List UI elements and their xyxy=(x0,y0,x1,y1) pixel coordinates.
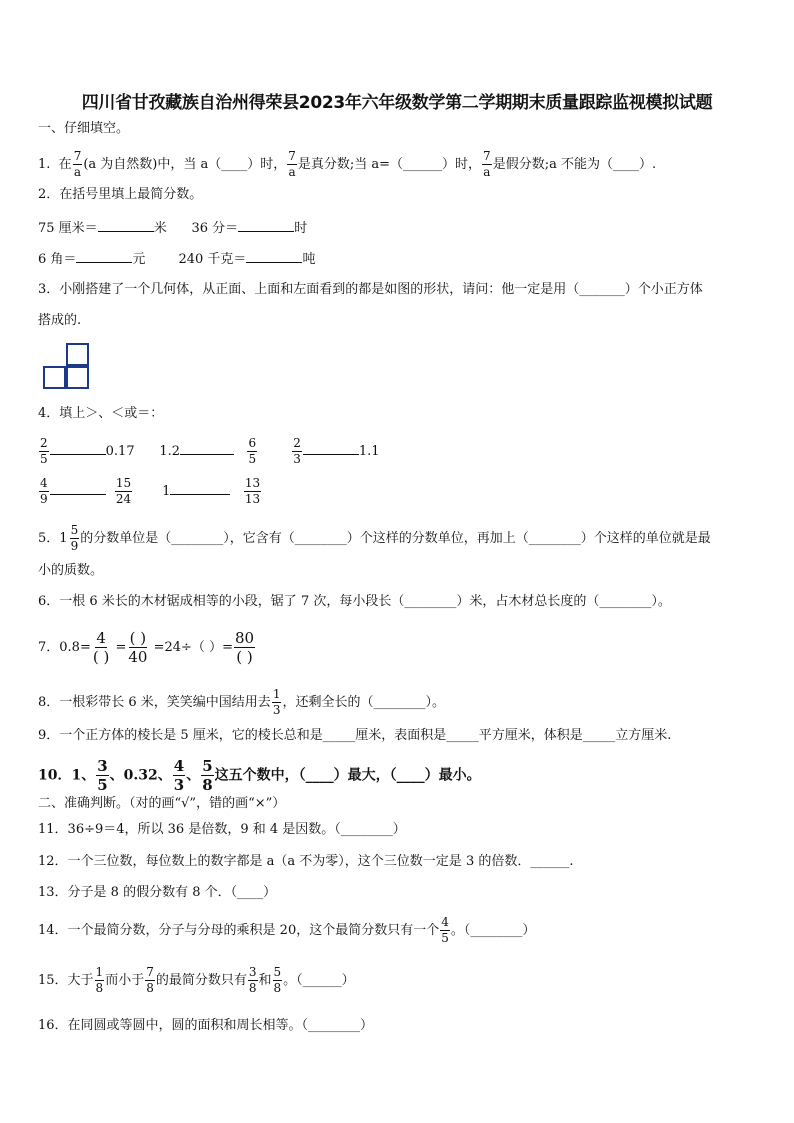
question-14: 14．一个最简分数，分子与分母的乘积是 20，这个最简分数只有一个 $\frac{4}{5}$ 。（________） xyxy=(38,915,536,945)
cube-view-figure xyxy=(43,341,93,391)
question-5-cont: 小的质数。 xyxy=(38,563,104,578)
question-11: 11．36÷9＝4，所以 36 是倍数，9 和 4 是因数。（________） xyxy=(38,822,406,837)
figure-square xyxy=(66,343,89,366)
question-4-row-1: $\frac{2}{5}$ 0.17 1.2 $\frac{6}{5}$ $\frac{2}{3}$ 1.1 xyxy=(40,436,380,466)
section-heading-fill: 一、仔细填空。 xyxy=(38,121,130,136)
question-5: 5． 1 $\frac{5}{9}$ 的分数单位是（________），它含有（________）个这样的分数单位，再加上（________）个这样的单位就是最 xyxy=(38,523,711,553)
question-13: 13．分子是 8 的假分数有 8 个．（____） xyxy=(38,885,277,900)
figure-square xyxy=(66,366,89,389)
question-4-row-2: $\frac{4}{9}$ $\frac{15}{24}$ 1 $\frac{13}{13}$ xyxy=(40,476,261,506)
question-2-row-1: 75 厘米＝ 米 36 分＝ 时 xyxy=(38,221,308,236)
question-7: 7．0.8= $\frac{4}{( )}$ = $\frac{( )}{40}$ =24÷（ ）= $\frac{80}{( )}$ xyxy=(38,629,255,666)
question-8: 8．一根彩带长 6 米，笑笑编中国结用去 $\frac{1}{3}$ ，还剩全长的（________）。 xyxy=(38,687,445,717)
question-1: 1. 在 $\frac{7}{a}$ (a 为自然数)中，当 a（____）时， $\frac{7}{a}$ 是真分数;当 a=（______）时， $\frac{7}{a}$ 是假分数;a 不能为（____）. xyxy=(38,149,657,179)
question-9: 9．一个正方体的棱长是 5 厘米，它的棱长总和是_____厘米，表面积是_____平方厘米，体积是_____立方厘米. xyxy=(38,728,672,743)
question-4: 4．填上＞、＜或＝： xyxy=(38,406,164,421)
question-3-cont: 搭成的. xyxy=(38,313,82,328)
page-title: 四川省甘孜藏族自治州得荣县2023年六年级数学第二学期期末质量跟踪监视模拟试题 xyxy=(81,93,713,113)
section-heading-judge: 二、准确判断。（对的画“√”，错的画“×”） xyxy=(38,796,286,811)
question-3: 3．小刚搭建了一个几何体，从正面、上面和左面看到的都是如图的形状，请问：他一定是用（_______）个小正方体 xyxy=(38,282,703,297)
question-12: 12．一个三位数，每位数上的数字都是 a（a 不为零），这个三位数一定是 3 的倍数．______. xyxy=(38,854,574,869)
question-2-row-2: 6 角＝ 元 240 千克＝ 吨 xyxy=(38,252,316,267)
question-16: 16．在同圆或等圆中，圆的面积和周长相等。（________） xyxy=(38,1018,374,1033)
question-10: 10．1、 $\frac{3}{5}$ 、0.32、 $\frac{4}{3}$ 、 $\frac{5}{8}$ 这五个数中，（____）最大，（____）最小。 xyxy=(38,757,481,794)
question-15: 15．大于 $\frac{1}{8}$ 而小于 $\frac{7}{8}$ 的最简分数只有 $\frac{3}{8}$ 和 $\frac{5}{8}$ 。（______） xyxy=(38,965,355,995)
question-6: 6．一根 6 米长的木材锯成相等的小段，锯了 7 次，每小段长（________）米，占木材总长度的（________）。 xyxy=(38,594,671,609)
question-2: 2．在括号里填上最简分数。 xyxy=(38,187,203,202)
figure-square xyxy=(43,366,66,389)
